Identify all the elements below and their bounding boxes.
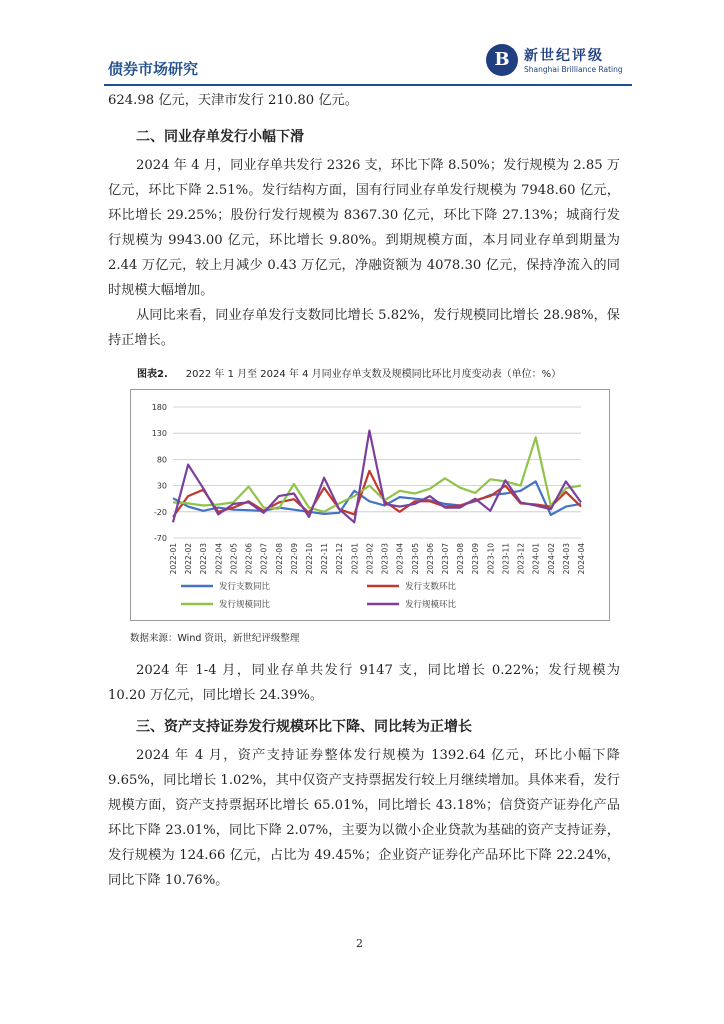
section-heading-abs: 三、资产支持证券发行规模环比下降、同比转为正增长: [136, 719, 472, 735]
line-chart: [131, 390, 609, 620]
x-tick-label: 2024-03: [561, 543, 571, 575]
x-tick-label: 2022-10: [305, 543, 314, 575]
report-section-title: 债券市场研究: [108, 60, 199, 78]
y-tick-label: -70: [153, 534, 167, 543]
x-tick-label: 2024-04: [577, 543, 586, 575]
x-tick-label: 2022-04: [214, 543, 224, 575]
legend-label: 发行支数同比: [219, 582, 271, 592]
y-tick-label: 30: [156, 481, 167, 491]
x-tick-label: 2022-09: [289, 543, 299, 575]
x-tick-label: 2022-12: [335, 543, 345, 575]
x-tick-label: 2023-10: [486, 543, 496, 575]
x-tick-label: 2023-11: [501, 543, 511, 575]
x-tick-label: 2023-06: [425, 543, 435, 575]
header-divider: [104, 84, 632, 86]
series-line-4: [173, 431, 581, 523]
x-tick-label: 2022-06: [244, 543, 254, 575]
x-tick-label: 2023-02: [365, 543, 375, 575]
paragraph-abs: 2024 年 4 月，资产支持证券整体发行规模为 1392.64 亿元，环比小幅下降 9.65%，同比增长 1.02%，其中仅资产支持票据发行较上月继续增加。具体来看，发行规模方面，资产支持票据环比增长 65.01%，同比增长 43.18%；信贷资产证券化产品环比下降 23.01%，同比下降 2.07%，主要为以微小企业贷款为基础的资产支持证券，发行规模为 124.66 亿元，占比为 49.45%；企业资产证券化产品环比下降 22.24%，同比下降 10.76%。: [108, 748, 620, 888]
x-tick-label: 2023-12: [516, 543, 526, 575]
legend-label: 发行规模环比: [405, 600, 457, 610]
x-tick-label: 2023-08: [456, 543, 466, 575]
logo-english-name: Shanghai Brilliance Rating: [524, 65, 623, 74]
figure-label: 图表2.: [137, 369, 168, 380]
x-tick-label: 2022-01: [169, 543, 178, 575]
figure-caption: [137, 365, 561, 380]
paragraph-ncd-ytd: 2024 年 1-4 月，同业存单共发行 9147 支，同比增长 0.22%；发行规模为 10.20 万亿元，同比增长 24.39%。: [108, 663, 620, 703]
y-tick-label: 180: [151, 403, 167, 412]
page-number: 2: [356, 937, 363, 950]
x-tick-label: 2023-09: [471, 543, 481, 575]
logo-emblem-icon: B: [486, 44, 518, 76]
x-tick-label: 2022-02: [184, 543, 194, 575]
paragraph-ncd-april: 2024 年 4 月，同业存单共发行 2326 支，环比下降 8.50%；发行规模为 2.85 万亿元，环比下降 2.51%。发行结构方面，国有行同业存单发行规模为 7948.60 亿元，环比增长 29.25%；股份行发行规模为 8367.30 亿元，环比下降 27.13%；城商行发行规模为 9943.00 亿元，环比增长 9.80%。到期规模方面，本月同业存单到期量为 2.44 万亿元，较上月减少 0.43 万亿元，净融资额为 4078.30 亿元，保持净流入的同时规模大幅增加。: [108, 158, 620, 298]
legend-label: 发行规模同比: [219, 600, 271, 610]
x-tick-label: 2023-05: [410, 543, 420, 575]
x-tick-label: 2023-01: [350, 543, 360, 575]
x-tick-label: 2024-01: [531, 543, 541, 575]
company-logo: [486, 44, 626, 80]
y-tick-label: -20: [153, 507, 167, 517]
x-tick-label: 2022-05: [229, 543, 239, 575]
x-tick-label: 2023-04: [395, 543, 405, 575]
x-tick-label: 2024-02: [546, 543, 556, 575]
legend-label: 发行支数环比: [405, 582, 457, 592]
logo-chinese-name: 新世纪评级: [524, 48, 604, 64]
y-tick-label: 80: [156, 455, 167, 465]
x-tick-label: 2022-08: [274, 543, 284, 575]
x-tick-label: 2023-03: [380, 543, 390, 575]
x-tick-label: 2023-07: [441, 543, 450, 575]
figure-title: 2022 年 1 月至 2024 年 4 月同业存单支数及规模同比环比月度变动表（单位：%）: [185, 369, 562, 380]
x-tick-label: 2022-07: [259, 543, 269, 575]
chart-container: [130, 389, 610, 621]
paragraph-ncd-yoy: 从同比来看，同业存单发行支数同比增长 5.82%，发行规模同比增长 28.98%，保持正增长。: [108, 308, 620, 348]
paragraph-intro: 624.98 亿元，天津市发行 210.80 亿元。: [108, 93, 358, 108]
figure-source: 数据来源：Wind 资讯，新世纪评级整理: [130, 633, 300, 644]
section-heading-ncd: 二、同业存单发行小幅下滑: [136, 129, 304, 145]
x-tick-label: 2022-11: [320, 543, 330, 575]
y-tick-label: 130: [151, 429, 167, 439]
x-tick-label: 2022-03: [199, 543, 209, 575]
